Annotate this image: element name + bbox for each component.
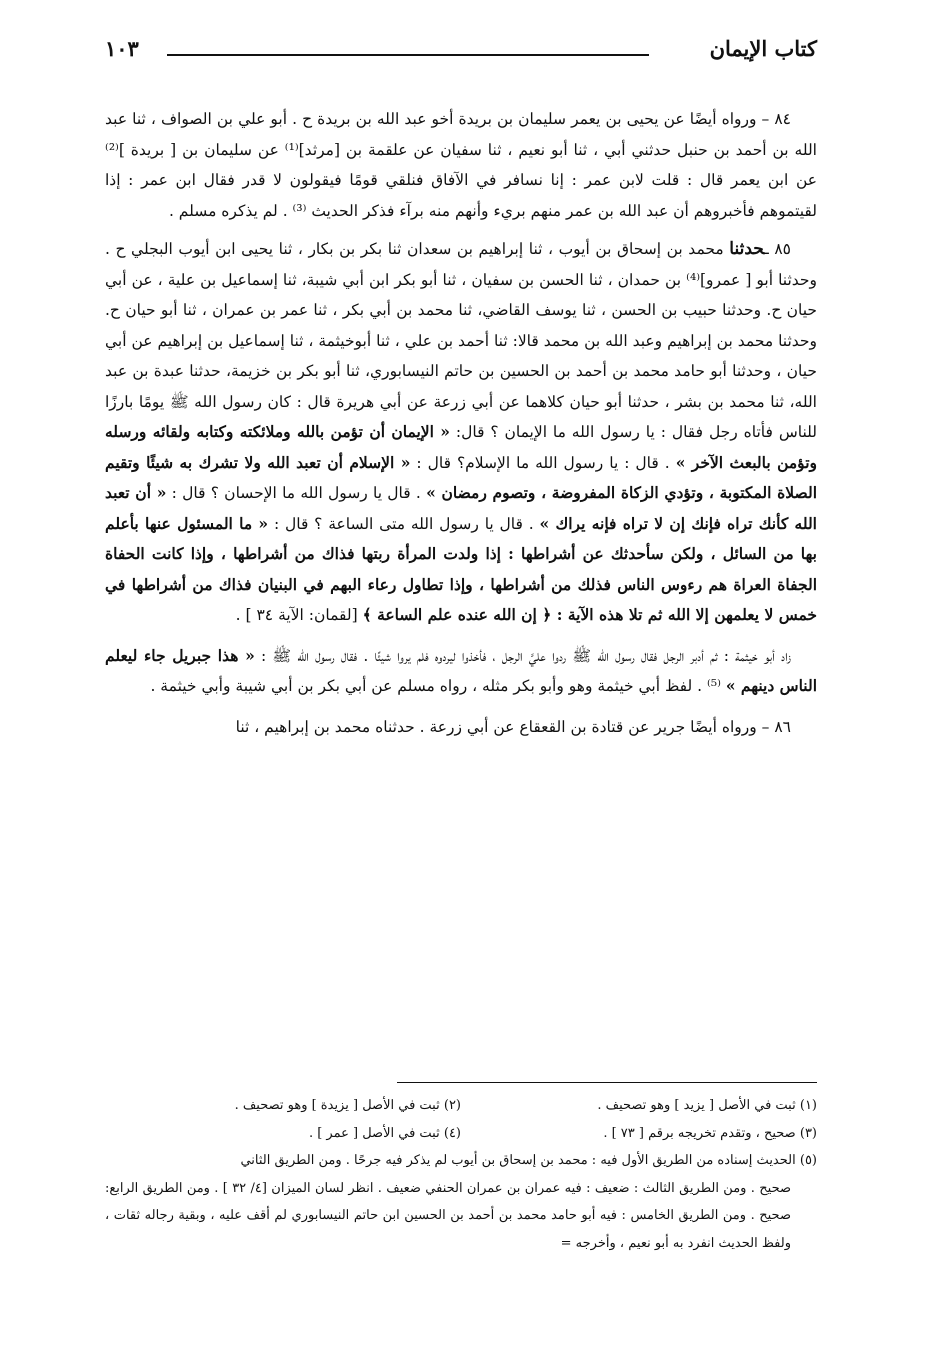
footnote-3: (٣) صحيح ، وتقدم تخريجه برقم [ ٧٣ ] . xyxy=(603,1125,817,1141)
paragraph-85-number: ٨٥ ـ xyxy=(764,240,791,258)
quote-iman: « الإيمان أن تؤمن بالله وملائكته وكتابه ولقائه ورسله وتؤمن بالبعث الآخر » xyxy=(105,422,817,472)
quote-ihsan: « أن تعبد الله كأنك تراه فإنك إن لا تراه فإنه يراك » xyxy=(105,483,817,533)
footnote-4: (٤) ثبت في الأصل [ عمر ] . xyxy=(308,1125,461,1141)
footnote-2: (٢) ثبت في الأصل [ يزيدة ] وهو تصحيف . xyxy=(234,1098,461,1113)
footnotes xyxy=(105,1092,817,1257)
footnote-5-line-1: (٥) الحديث إسناده من الطريق الأول فيه : محمد بن إسحاق بن أيوب لم يذكر فيه جرحًا . ومن الطريق الثاني xyxy=(240,1153,817,1168)
quote-jibril: « هذا جبريل جاء ليعلم الناس دينهم » xyxy=(105,645,817,695)
paragraph-85-heading: حدثنا xyxy=(729,239,765,259)
paragraph-85-text-2: . قال يا رسول الله ما الإحسان ؟ قال : xyxy=(171,484,421,502)
paragraph-86: ٨٦ – ورواه أيضًا جرير عن قتادة بن القعقاع عن أبي زرعة . حدثناه محمد بن إبراهيم ، ثنا xyxy=(235,717,791,736)
paragraph-addition-tail: ⁽⁵⁾ . لفظ أبي خيثمة وهو وأبو بكر مثله ، رواه مسلم عن أبي بكر بن أبي شيبة وأبي خيثمة . xyxy=(150,677,721,695)
paragraph-85-text-3: . قال يا رسول الله متى الساعة ؟ قال : xyxy=(273,514,534,533)
paragraph-addition-text: زاد أبو خيثمة : ثم أدبر الرجل فقال رسول الله ﷺ ردوا عليَّ الرجل ، فأخذوا ليردوه فلم يروا شيئًا . فقال رسول الله ﷺ : xyxy=(260,646,791,665)
quote-islam: « الإسلام أن تعبد الله ولا تشرك به شيئًا وتقيم الصلاة المكتوبة ، وتؤدي الزكاة المفروضة ، وتصوم رمضان » xyxy=(105,452,817,502)
book-title: كتاب الإيمان xyxy=(709,36,817,61)
footnote-area xyxy=(105,0,817,1358)
footnote-row-2 xyxy=(105,1120,817,1148)
footnote-1: (١) ثبت في الأصل [ يزيد ] وهو تصحيف . xyxy=(597,1098,817,1113)
paragraph-85-body: محمد بن إسحاق بن أيوب ، ثنا إبراهيم بن سعدان ثنا بكر بن بكار ، ثنا يحيى ابن أيوب البجلي ح . وحدثنا أبو [ عمرو]⁽⁴⁾ بن حمدان ، ثنا الحسن بن سفيان ، ثنا أبو بكر ابن أبي شيبة، ثنا إسماعيل بن علية ، عن أبي حيان ح. وحدثنا حبيب بن الحسن ، ثنا يوسف القاضي، ثنا محمد بن أبي بكر ، ثنا عمر بن عمران ، ثنا أبو حيان ح. وحدثنا محمد بن إبراهيم وعبد الله بن محمد قالا: ثنا أحمد بن علي ، ثنا أبوخيثمة ، ثنا إسماعيل بن إبراهيم عن أبي حيان ، وحدثنا أبو حامد محمد بن أحمد بن الحسين بن حاتم النيسابوري، ثنا أبو بكر بن خزيمة، حدثنا عبدة بن عبد الله، ثنا محمد بن بشر ، حدثنا أبو حيان كلاهما عن أبي زرعة عن أبي هريرة قال : كان رسول الله ﷺ يومًا بارزًا للناس فأتاه رجل فقال : يا رسول الله ما الإيمان ؟ قال: xyxy=(105,240,817,441)
footnote-row-1 xyxy=(105,1092,817,1120)
quote-sa'a: « ما المسئول عنها بأعلم بها من السائل ، ولكن سأحدثك عن أشراطها : إذا ولدت المرأة ربتها فذاك من أشراطها ، وإذا كانت الحفاة الجفاة العراة هم رءوس الناس فذلك من أشراطها ، وإذا تطاول رعاء البهم في البنيان فذاك من أشراطها في خمس لا يعلمهن إلا الله ثم تلا هذه الآية : ﴿ إن الله عنده علم الساعة ﴾ xyxy=(105,513,817,624)
footnote-rule xyxy=(397,1082,817,1083)
paragraph-85-text-1: . قال : يا رسول الله ما الإسلام؟ قال : xyxy=(416,453,670,472)
page-number: ١٠٣ xyxy=(105,36,139,61)
footnote-5-continuation: صحيح . ومن الطريق الثالث : ضعيف : فيه عمران بن عمران الحنفي ضعيف . انظر لسان الميزان [٤/ ٣٢ ] . ومن الطريق الرابع: صحيح . ومن الطريق الخامس : فيه أبو حامد محمد بن أحمد بن الحسين ابن حاتم النيسابوري لم أقف عليه ، وبقية رجاله ثقات ، ولفظ الحديث انفرد به أبو نعيم ، وأخرجه = xyxy=(105,1180,791,1251)
paragraph-85-text-4: [لقمان: الآية ٣٤ ] . xyxy=(235,606,358,624)
paragraph-84: ٨٤ – ورواه أيضًا عن يحيى بن يعمر سليمان بن بريدة أخو عبد الله بن بريدة ح . أبو علي بن الصواف ، ثنا عبد الله بن أحمد بن حنبل حدثني أبي ، ثنا أبو نعيم ، ثنا سفيان عن علقمة بن [مرثد]⁽¹⁾ عن سليمان بن [ بريدة ]⁽²⁾ عن ابن يعمر قال : قلت لابن عمر : إنا نسافر في الآفاق فنلقي قومًا فيقولون لا قدر فقال ابن عمر : إذا لقيتموهم فأخبروهم أن عبد الله بن عمر منهم بريء وأنهم منه برآء فذكر الحديث ⁽³⁾ . لم يذكره مسلم . xyxy=(105,110,817,220)
